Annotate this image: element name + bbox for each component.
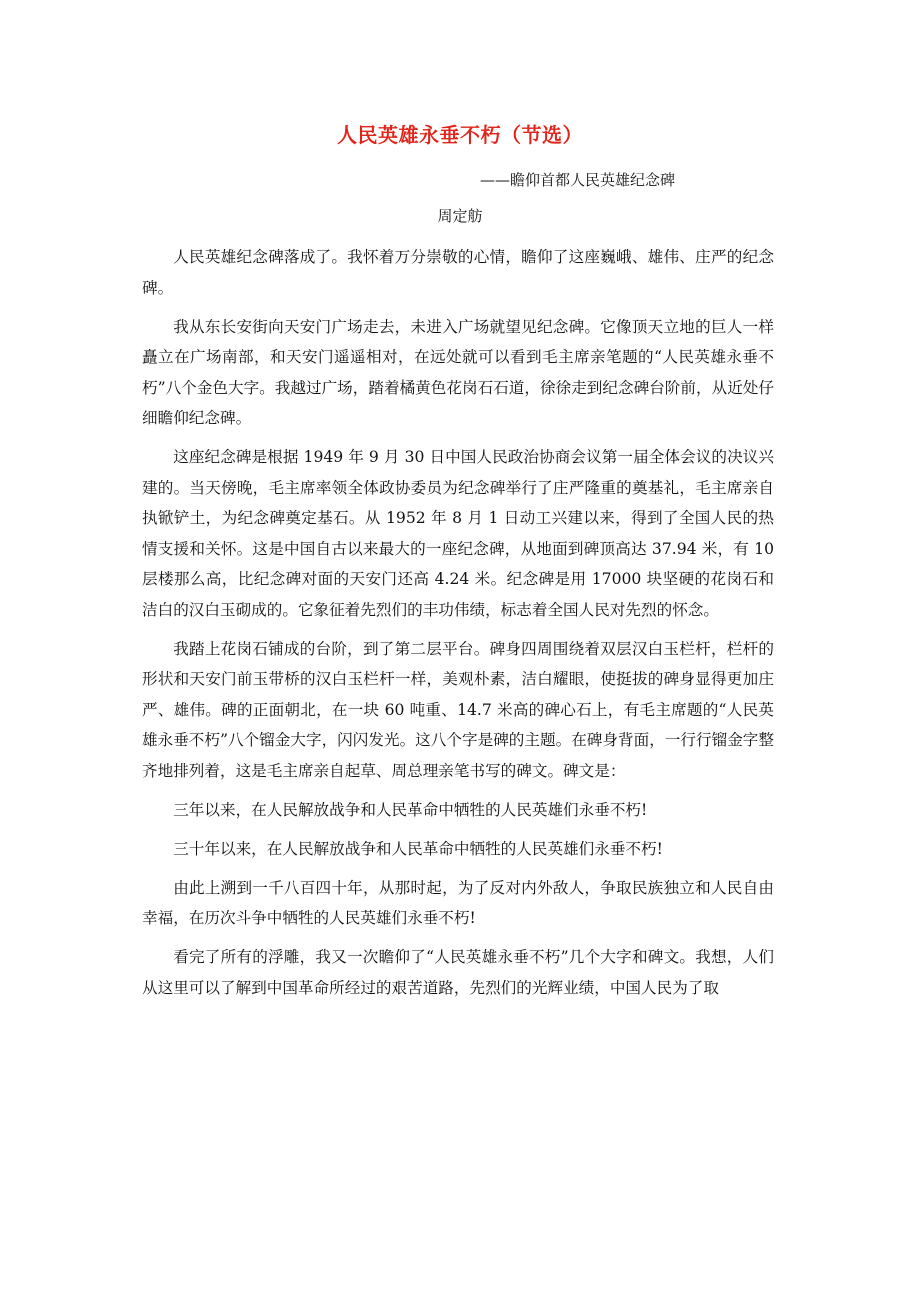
paragraph: 三十年以来，在人民解放战争和人民革命中牺牲的人民英雄们永垂不朽! (173, 839, 663, 858)
paragraph: 我踏上花岗石铺成的台阶，到了第二层平台。碑身四周围绕着双层汉白玉栏杆，栏杆的形状和天安门前玉带桥的汉白玉栏杆一样，美观朴素，洁白耀眼，使挺拔的碑身显得更加庄严、雄伟。碑的正面朝北，在一块 60 吨重、14.7 米高的碑心石上，有毛主席题的“人民英雄永垂不朽”八个镏金大字，闪闪发光。这八个字是碑的主题。在碑身背面，一行行镏金字整齐地排列着，这是毛主席亲自起草、周总理亲笔书写的碑文。碑文是： (142, 639, 774, 780)
paragraph: 这座纪念碑是根据 1949 年 9 月 30 日中国人民政治协商会议第一届全体会议的决议兴建的。当天傍晚，毛主席率领全体政协委员为纪念碑举行了庄严隆重的奠基礼，毛主席亲自执锨铲土，为纪念碑奠定基石。从 1952 年 8 月 1 日动工兴建以来，得到了全国人民的热情支援和关怀。这是中国自古以来最大的一座纪念碑，从地面到碑顶高达 37.94 米，有 10 层楼那么高，比纪念碑对面的天安门还高 4.24 米。纪念碑是用 17000 块坚硬的花岗石和洁白的汉白玉砌成的。它象征着先烈们的丰功伟绩，标志着全国人民对先烈的怀念。 (142, 448, 774, 619)
paragraph: 我从东长安街向天安门广场走去，未进入广场就望见纪念碑。它像顶天立地的巨人一样矗立在广场南部，和天安门遥遥相对，在远处就可以看到毛主席亲笔题的“人民英雄永垂不朽”八个金色大字。我越过广场，踏着橘黄色花岗石石道，徐徐走到纪念碑台阶前，从近处仔细瞻仰纪念碑。 (142, 317, 774, 427)
article-subtitle: ——瞻仰首都人民英雄纪念碑 (480, 171, 676, 189)
paragraph: 人民英雄纪念碑落成了。我怀着万分崇敬的心情，瞻仰了这座巍峨、雄伟、庄严的纪念碑。 (142, 248, 774, 297)
paragraph: 三年以来，在人民解放战争和人民革命中牺牲的人民英雄们永垂不朽! (173, 800, 648, 819)
article-body (142, 242, 774, 1012)
paragraph: 看完了所有的浮雕，我又一次瞻仰了“人民英雄永垂不朽”几个大字和碑文。我想，人们从这里可以了解到中国革命所经过的艰苦道路，先烈们的光辉业绩，中国人民为了取 (142, 948, 774, 997)
article-title: 人民英雄永垂不朽（节选） (337, 123, 583, 147)
paragraph: 由此上溯到一千八百四十年，从那时起，为了反对内外敌人，争取民族独立和人民自由幸福，在历次斗争中牺牲的人民英雄们永垂不朽! (142, 878, 774, 927)
article-author: 周定舫 (437, 207, 483, 225)
